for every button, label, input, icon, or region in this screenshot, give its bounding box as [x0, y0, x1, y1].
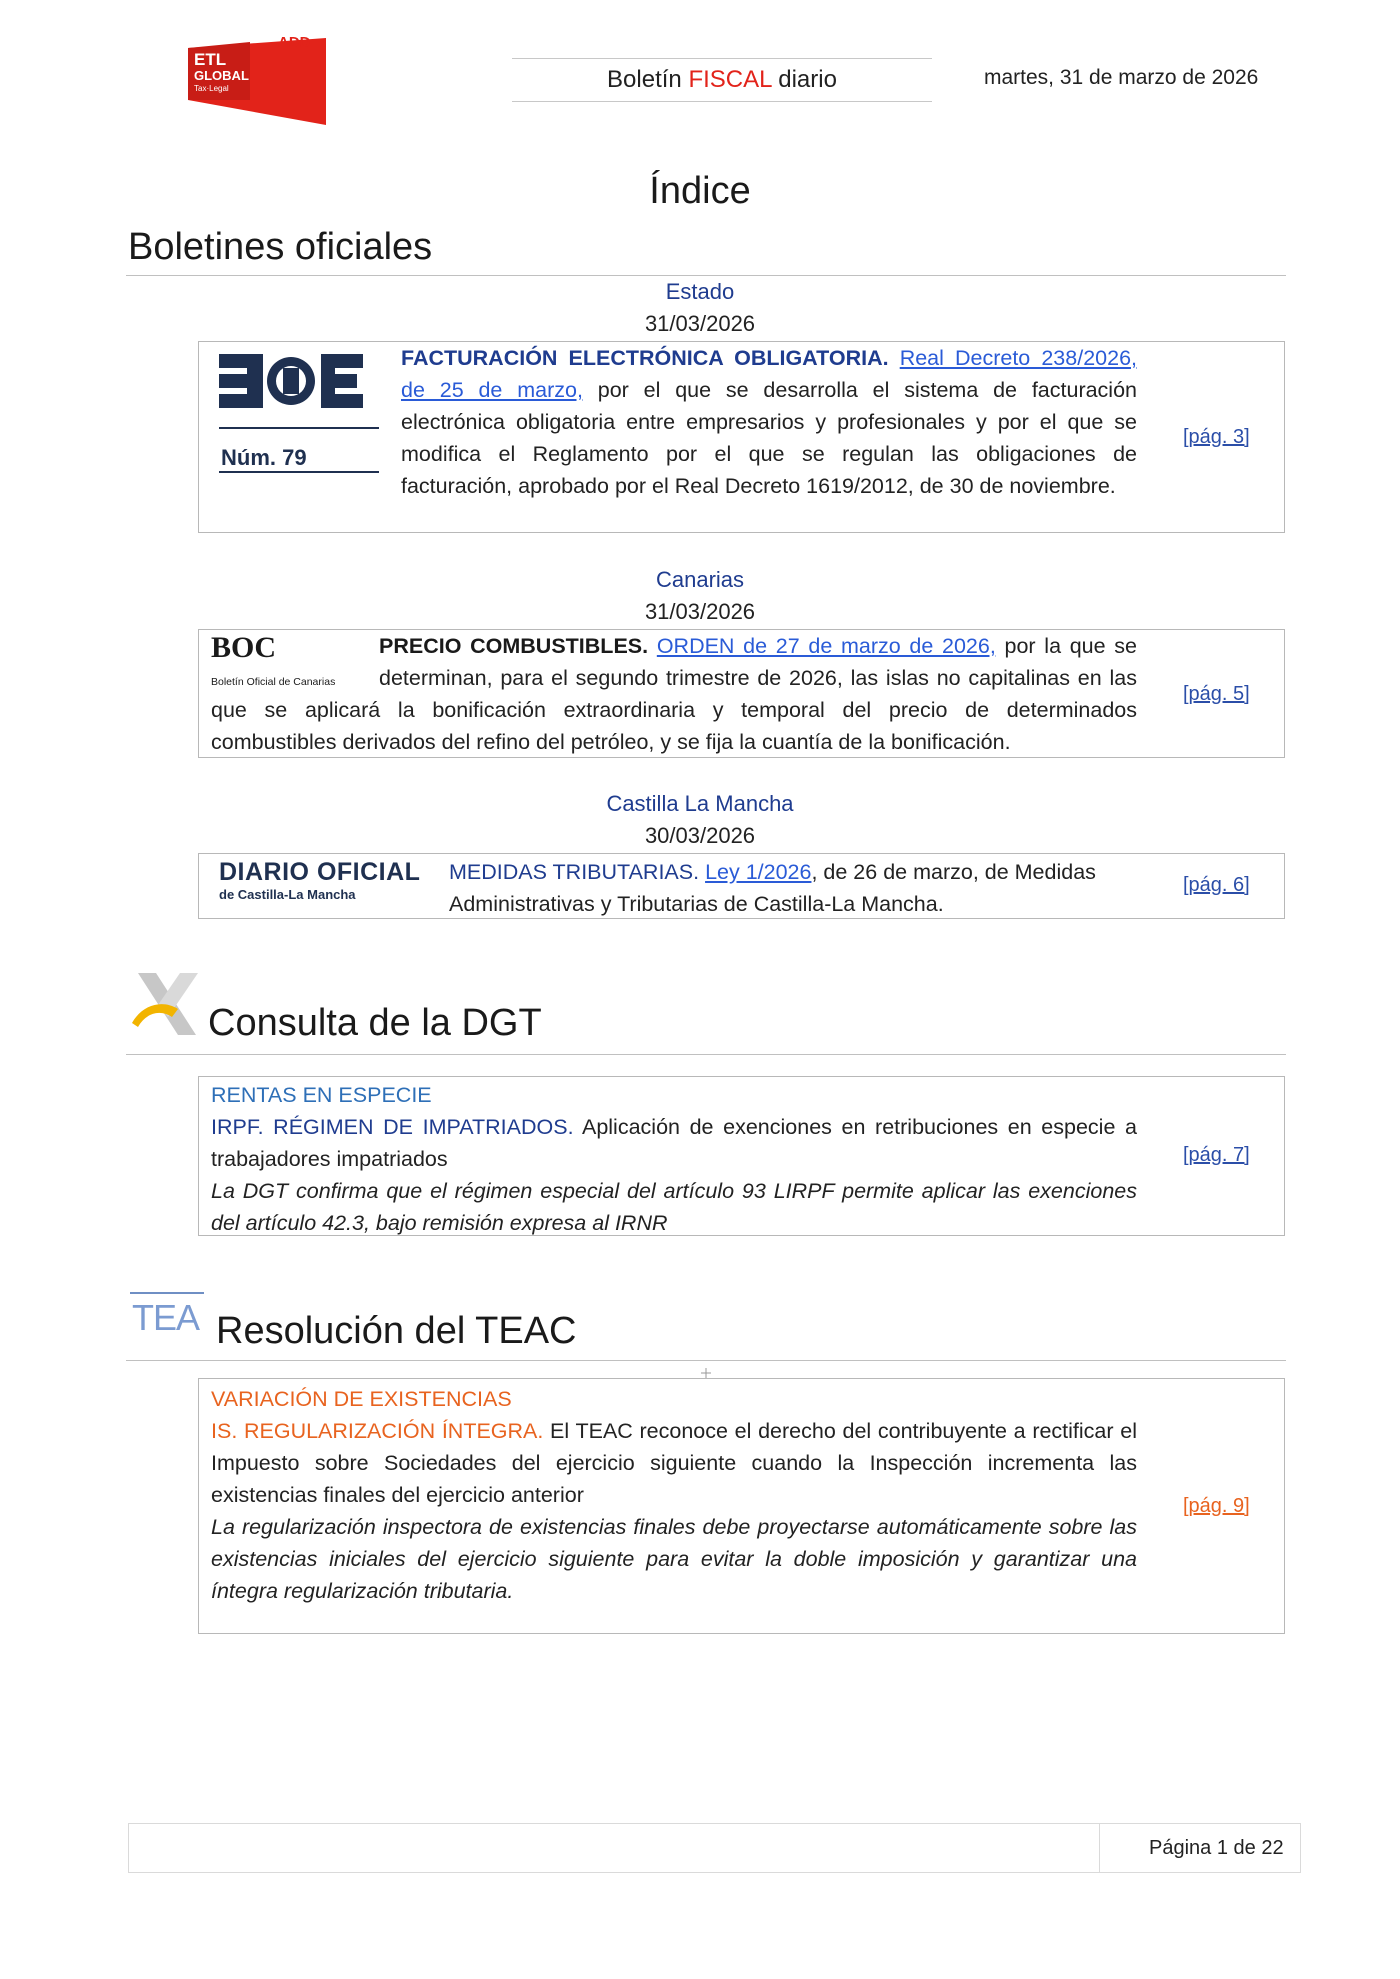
canarias-section-name: Canarias	[655, 567, 745, 592]
title-pre: Boletín	[607, 66, 689, 93]
estado-title: FACTURACIÓN ELECTRÓNICA OBLIGATORIA.	[401, 346, 889, 370]
logo-add-text: ADD	[278, 34, 311, 51]
canarias-page-link[interactable]: [pág. 5]	[1183, 683, 1250, 705]
docm-logo-sub: de Castilla-La Mancha	[219, 887, 356, 902]
logo-taxlegal-text: Tax·Legal	[194, 84, 229, 93]
boc-logo-title: BOC	[211, 631, 277, 664]
estado-entry-box	[198, 341, 1285, 533]
teac-title: IS. REGULARIZACIÓN ÍNTEGRA.	[211, 1419, 544, 1443]
teac-page-link[interactable]: [pág. 9]	[1183, 1495, 1250, 1517]
dgt-category: RENTAS EN ESPECIE	[211, 1083, 432, 1107]
dgt-entry-box	[198, 1076, 1285, 1236]
header-date: martes, 31 de marzo de 2026	[984, 66, 1259, 89]
canarias-title: PRECIO COMBUSTIBLES.	[379, 634, 649, 658]
teac-heading: Resolución del TEAC	[216, 1310, 577, 1352]
dgt-heading: Consulta de la DGT	[208, 1002, 542, 1044]
dgt-rule	[126, 1054, 1286, 1055]
estado-section-date: 31/03/2026	[644, 311, 756, 336]
move-handle-icon	[701, 1365, 711, 1375]
clm-page-link[interactable]: [pág. 6]	[1183, 874, 1250, 896]
dgt-page-link[interactable]: [pág. 7]	[1183, 1144, 1250, 1166]
estado-page-link[interactable]: [pág. 3]	[1183, 426, 1250, 448]
bulletin-title	[512, 58, 932, 102]
clm-section-date: 30/03/2026	[644, 823, 756, 848]
clm-title: MEDIDAS TRIBUTARIAS.	[449, 860, 700, 884]
docm-logo-title: DIARIO OFICIAL	[219, 858, 421, 886]
teac-entry-box	[198, 1378, 1285, 1634]
estado-section-name: Estado	[665, 279, 735, 304]
boe-number: Núm. 79	[221, 445, 307, 470]
canarias-entry-box	[198, 629, 1285, 758]
logo-global-text: GLOBAL	[194, 68, 249, 83]
teac-rule	[126, 1360, 1286, 1361]
dgt-title: IRPF. RÉGIMEN DE IMPATRIADOS.	[211, 1115, 574, 1139]
dgt-summary: La DGT confirma que el régimen especial del artículo 93 LIRPF permite aplicar las exenciones del artículo 42.3, bajo remisión expresa al IRNR	[211, 1179, 1137, 1235]
tea-icon-text: TEA	[132, 1297, 200, 1336]
estado-link[interactable]: Real Decreto 238/2026, de 25 de marzo,	[401, 346, 1137, 402]
tea-icon	[128, 1290, 206, 1336]
clm-entry-box	[198, 853, 1285, 919]
boc-logo-sub: Boletín Oficial de Canarias	[211, 676, 336, 688]
clm-link[interactable]: Ley 1/2026	[705, 860, 812, 884]
boletines-rule	[126, 275, 1286, 276]
boc-logo	[211, 630, 361, 688]
logo-etl-text: ETL	[194, 50, 227, 69]
page-footer	[128, 1823, 1301, 1873]
dgt-text: Aplicación de exenciones en retribuciones en especie a trabajadores impatriados	[211, 1115, 1137, 1171]
teac-summary: La regularización inspectora de existencias finales debe proyectarse automáticamente sobre las existencias iniciales del ejercicio siguiente para evitar la doble imposición y garantizar una íntegra regularización tributaria.	[211, 1515, 1137, 1603]
clm-section-name: Castilla La Mancha	[606, 791, 794, 816]
etl-global-logo	[188, 30, 328, 125]
teac-category: VARIACIÓN DE EXISTENCIAS	[211, 1387, 512, 1411]
estado-text: por el que se desarrolla el sistema de facturación electrónica obligatoria entre empresarios y profesionales y por el que se modifica el Reglamento por el que se regulan las obligaciones de facturación, aprobado por el Real Decreto 1619/2012, de 30 de noviembre.	[401, 378, 1137, 498]
canarias-section-date: 31/03/2026	[644, 599, 756, 624]
footer-divider	[1099, 1824, 1100, 1872]
title-accent: FISCAL	[688, 66, 772, 93]
title-post: diario	[771, 66, 837, 93]
docm-logo	[219, 858, 420, 902]
boletines-heading: Boletines oficiales	[128, 226, 433, 268]
teac-text: El TEAC reconoce el derecho del contribuyente a rectificar el Impuesto sobre Sociedades del ejercicio siguiente cuando la Inspección incrementa las existencias finales del ejercicio anterior	[211, 1419, 1137, 1507]
clm-text: , de 26 de marzo, de Medidas Administrativas y Tributarias de Castilla-La Mancha.	[449, 860, 1096, 916]
aeat-icon	[128, 965, 206, 1043]
page-number: Página 1 de 22	[1149, 1837, 1284, 1859]
canarias-text: por la que se determinan, para el segundo trimestre de 2026, las islas no capitalinas en las que se aplicará la bonificación extraordinaria y temporal del precio de determinados combustibles derivados del refino del petróleo, y se fija la cuantía de la bonificación.	[211, 634, 1137, 754]
canarias-link[interactable]: ORDEN de 27 de marzo de 2026,	[656, 634, 996, 658]
boe-logo	[211, 342, 381, 472]
index-title: Índice	[649, 170, 751, 212]
